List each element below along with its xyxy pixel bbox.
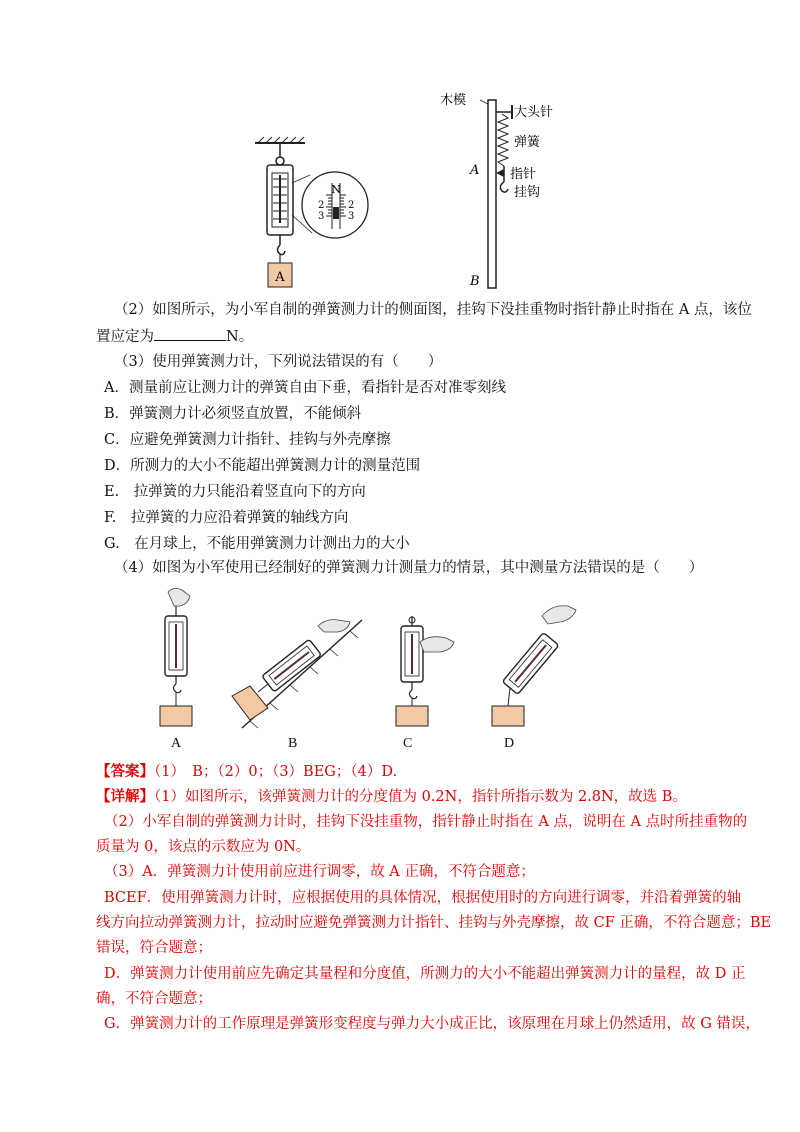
method-d-illustration: [492, 606, 576, 726]
explanation-line6: 线方向拉动弹簧测力计，拉动时应避免弹簧测力计指针、挂钩与外壳摩擦，故 CF 正确，不符合题意；BE: [96, 915, 772, 931]
explanation-tag: 【详解】: [96, 788, 154, 805]
label-point-a: A: [470, 163, 480, 178]
label-wood: 木模: [440, 93, 467, 108]
label-spring: 弹簧: [514, 135, 541, 150]
q3-option-a: A．测量前应让测力计的弹簧自由下垂，看指针是否对准零刻线: [104, 380, 506, 396]
figure-spring-scale: [240, 135, 370, 295]
answer-blank: [154, 326, 226, 341]
q3-option-g: G. 在月球上，不能用弹簧测力计测出力的大小: [104, 536, 410, 552]
answer-tag: 【答案】: [96, 763, 154, 780]
q2-prefix: 置应定为: [96, 329, 154, 345]
q2-line2: [96, 326, 253, 347]
label-point-b: B: [470, 274, 480, 289]
zoom-right-3: 3: [348, 211, 355, 222]
figure-measurement-methods: [150, 588, 590, 736]
measurement-methods-illustration: [150, 588, 590, 736]
q3-option-e: E. 拉弹簧的力只能沿着竖直向下的方向: [104, 484, 366, 500]
q3-option-d: D．所测力的大小不能超出弹簧测力计的测量范围: [104, 458, 421, 474]
zoom-left-2: 2: [318, 200, 325, 211]
zoom-label-n: N: [331, 183, 341, 196]
label-pin: 大头针: [514, 105, 554, 120]
q3-option-f: F. 拉弹簧的力应沿着弹簧的轴线方向: [104, 510, 349, 526]
block-label-a: A: [275, 270, 285, 285]
q3-stem: （3）使用弹簧测力计，下列说法错误的有（ ）: [114, 354, 443, 370]
caption-d: D: [504, 736, 515, 751]
explanation-line2: （2）小军自制的弹簧测力计时，挂钩下没挂重物，指针静止时指在 A 点，说明在 A 点时所挂重物的: [104, 814, 748, 830]
explanation-line3: 质量为 0，该点的示数应为 0N。: [96, 839, 311, 855]
explanation-line5: BCEF．使用弹簧测力计时，应根据使用的具体情况，根据使用时的方向进行调零，并沿着弹簧的轴: [104, 890, 742, 906]
answer-text: （1） B；（2）0；（3）BEG；（4）D.: [154, 764, 398, 780]
caption-a: A: [171, 736, 182, 751]
explanation-text-1: （1）如图所示，该弹簧测力计的分度值为 0.2N，指针所指示数为 2.8N，故选 B。: [154, 789, 687, 805]
caption-b: B: [288, 736, 298, 751]
method-a-illustration: [160, 588, 192, 726]
explanation-line1: [96, 787, 687, 807]
answer-line: [96, 762, 397, 782]
figure-homemade-scale: [440, 92, 590, 292]
explanation-line8: D．弹簧测力计使用前应先确定其量程和分度值，所测力的大小不能超出弹簧测力计的量程，故 D 正: [104, 966, 746, 982]
q3-option-b: B．弹簧测力计必须竖直放置，不能倾斜: [104, 406, 362, 422]
q3-option-c: C．应避免弹簧测力计指针、挂钩与外壳摩擦: [104, 432, 391, 448]
explanation-line10: G．弹簧测力计的工作原理是弹簧形变程度与弹力大小成正比，该原理在月球上仍然适用，故 G 错误，: [104, 1016, 760, 1032]
q2-line1: （2）如图所示，为小军自制的弹簧测力计的侧面图，挂钩下没挂重物时指针静止时指在 A 点，该位: [114, 302, 752, 318]
homemade-scale-illustration: [440, 92, 590, 292]
method-b-illustration: [232, 620, 362, 728]
label-hook: 挂钩: [514, 185, 541, 200]
explanation-line9: 确，不符合题意；: [96, 991, 212, 1007]
zoom-right-2: 2: [348, 200, 355, 211]
zoom-left-3: 3: [318, 211, 325, 222]
method-c-illustration: [396, 616, 454, 726]
explanation-line7: 错误，符合题意；: [96, 940, 212, 956]
spring-scale-illustration: [240, 135, 370, 295]
explanation-line4: （3）A．弹簧测力计使用前应进行调零，故 A 正确，不符合题意；: [104, 864, 535, 880]
q2-suffix: N。: [226, 329, 254, 345]
label-pointer: 指针: [510, 167, 537, 182]
q4-stem: （4）如图为小军使用已经制好的弹簧测力计测量力的情景，其中测量方法错误的是（ ）: [114, 560, 704, 576]
caption-c: C: [403, 736, 413, 751]
